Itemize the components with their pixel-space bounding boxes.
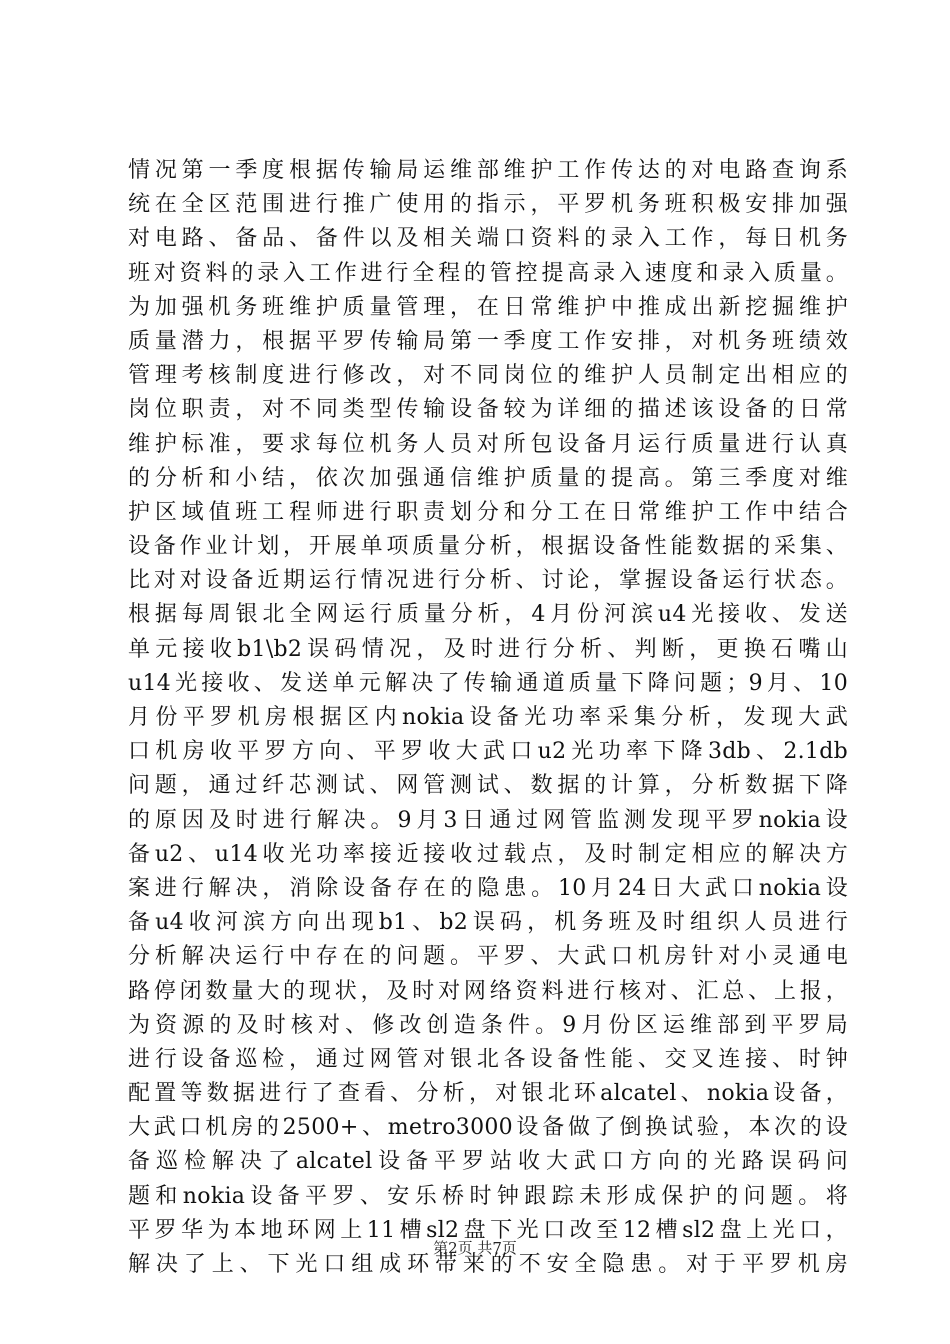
- text-line: 配置等数据进行了查看、分析，对银北环alcatel、nokia设备，: [128, 1081, 848, 1107]
- text-line: 案进行解决，消除设备存在的隐患。10月24日大武口nokia设: [128, 875, 848, 901]
- text-line: 情况第一季度根据传输局运维部维护工作传达的对电路查询系: [128, 158, 848, 183]
- text-line: 的分析和小结，依次加强通信维护质量的提高。第三季度对维: [128, 465, 848, 491]
- text-line: 解决了上、下光口组成环带来的不安全隐患。对于平罗机房: [128, 1252, 848, 1277]
- text-line: 对电路、备品、备件以及相关端口资料的录入工作，每日机务: [128, 226, 848, 252]
- text-line: 维护标准，要求每位机务人员对所包设备月运行质量进行认真: [128, 431, 848, 457]
- text-line: 问题，通过纤芯测试、网管测试、数据的计算，分析数据下降: [128, 773, 848, 799]
- text-line: 比对对设备近期运行情况进行分析、讨论，掌握设备运行状态。: [128, 568, 848, 594]
- text-line: 备巡检解决了alcatel设备平罗站收大武口方向的光路误码问: [128, 1149, 848, 1175]
- text-line: 管理考核制度进行修改，对不同岗位的维护人员制定出相应的: [128, 363, 848, 389]
- text-line: 平罗华为本地环网上11槽sl2盘下光口改至12槽sl2盘上光口，: [128, 1217, 848, 1243]
- text-line: 月份平罗机房根据区内nokia设备光功率采集分析，发现大武: [128, 705, 848, 730]
- text-line: 进行设备巡检，通过网管对银北各设备性能、交叉连接、时钟: [128, 1046, 848, 1072]
- body-paragraph: [128, 154, 848, 1282]
- text-line: 根据每周银北全网运行质量分析，4月份河滨u4光接收、发送: [128, 602, 848, 628]
- text-line: 单元接收b1\b2误码情况，及时进行分析、判断，更换石嘴山: [128, 636, 848, 662]
- text-line: 路停闭数量大的现状，及时对网络资料进行核对、汇总、上报，: [128, 978, 848, 1004]
- text-line: 岗位职责，对不同类型传输设备较为详细的描述该设备的日常: [128, 397, 848, 423]
- text-line: 口机房收平罗方向、平罗收大武口u2光功率下降3db、2.1db: [128, 739, 848, 765]
- text-line: 大武口机房的2500+、metro3000设备做了倒换试验，本次的设: [128, 1115, 848, 1141]
- text-line: 设备作业计划，开展单项质量分析，根据设备性能数据的采集、: [128, 534, 848, 560]
- text-line: 质量潜力，根据平罗传输局第一季度工作安排，对机务班绩效: [128, 328, 848, 354]
- text-line: 备u2、u14收光功率接近接收过载点，及时制定相应的解决方: [128, 841, 848, 867]
- page-number-footer: 第2页 共7页: [433, 1239, 517, 1257]
- text-line: 班对资料的录入工作进行全程的管控提高录入速度和录入质量。: [128, 260, 848, 286]
- text-line: 为资源的及时核对、修改创造条件。9月份区运维部到平罗局: [128, 1012, 848, 1038]
- text-line: u14光接收、发送单元解决了传输通道质量下降问题；9月、10: [128, 670, 848, 696]
- text-line: 备u4收河滨方向出现b1、b2误码，机务班及时组织人员进行: [128, 910, 848, 936]
- text-line: 为加强机务班维护质量管理，在日常维护中推成出新挖掘维护: [128, 294, 848, 320]
- text-line: 统在全区范围进行推广使用的指示，平罗机务班积极安排加强: [128, 192, 848, 218]
- text-line: 的原因及时进行解决。9月3日通过网管监测发现平罗nokia设: [128, 807, 848, 833]
- text-line: 题和nokia设备平罗、安乐桥时钟跟踪未形成保护的问题。将: [128, 1183, 848, 1209]
- text-line: 护区域值班工程师进行职责划分和分工在日常维护工作中结合: [128, 499, 848, 525]
- text-line: 分析解决运行中存在的问题。平罗、大武口机房针对小灵通电: [128, 944, 848, 970]
